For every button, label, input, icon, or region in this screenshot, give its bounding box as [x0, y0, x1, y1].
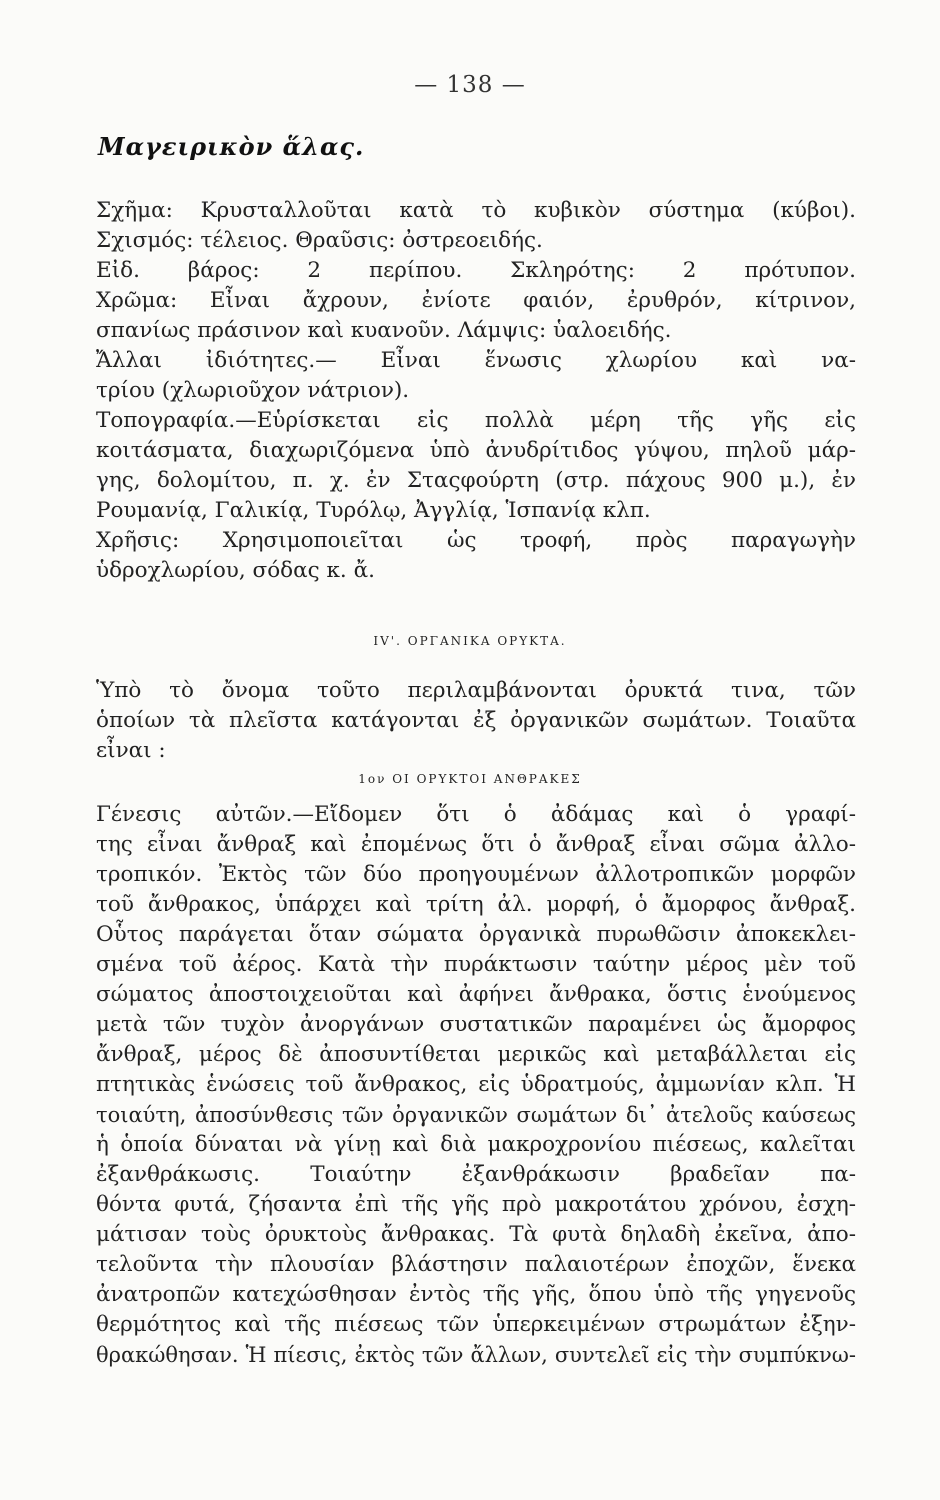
text-line: Γένεσις αὐτῶν.—Εἴδομεν ὅτι ὁ ἀδάμας καὶ ὁ γραφί-: [96, 802, 856, 827]
text-line: Εἰδ. βάρος: 2 περίπου. Σκληρότης: 2 πρότυπον.: [96, 258, 856, 283]
text-line: εἶναι :: [96, 738, 166, 763]
text-line: μάτισαν τοὺς ὀρυκτοὺς ἄνθρακας. Τὰ φυτὰ δηλαδὴ ἐκεῖνα, ἀπο-: [96, 1222, 856, 1247]
text-line: Χρῆσις: Χρησιμοποιεῖται ὡς τροφή, πρὸς παραγωγὴν: [96, 528, 856, 553]
text-line: τελοῦντα τὴν πλουσίαν βλάστησιν παλαιοτέρων ἐποχῶν, ἕνεκα: [96, 1252, 856, 1277]
text-line: μετὰ τῶν τυχὸν ἀνοργάνων συστατικῶν παραμένει ὡς ἄμορφος: [96, 1012, 856, 1037]
text-line: θόντα φυτά, ζήσαντα ἐπὶ τῆς γῆς πρὸ μακροτάτου χρόνου, ἐσχη-: [96, 1192, 856, 1217]
text-line: Χρῶμα: Εἶναι ἄχρουν, ἐνίοτε φαιόν, ἐρυθρόν, κίτρινον,: [96, 288, 856, 313]
text-line: Ἄλλαι ἰδιότητες.— Εἶναι ἕνωσις χλωρίου καὶ να-: [96, 348, 856, 373]
text-line: θρακώθησαν. Ἡ πίεσις, ἐκτὸς τῶν ἄλλων, συντελεῖ εἰς τὴν συμπύκνω-: [96, 1343, 856, 1367]
text-line: ὁποίων τὰ πλεῖστα κατάγονται ἐξ ὀργανικῶν σωμάτων. Τοιαῦτα: [96, 708, 856, 733]
text-line: ὑδροχλωρίου, σόδας κ. ἄ.: [96, 558, 375, 583]
page-number: — 138 —: [414, 72, 526, 98]
text-line: τροπικόν. Ἐκτὸς τῶν δύο προηγουμένων ἀλλοτροπικῶν μορφῶν: [96, 862, 856, 887]
text-line: σπανίως πράσινον καὶ κυανοῦν. Λάμψις: ὑαλοειδής.: [96, 318, 672, 343]
text-line: σμένα τοῦ ἀέρος. Κατὰ τὴν πυράκτωσιν ταύτην μέρος μὲν τοῦ: [96, 952, 856, 977]
text-line: Οὗτος παράγεται ὅταν σώματα ὀργανικὰ πυρωθῶσιν ἀποκεκλει-: [96, 922, 856, 947]
text-line: Τοπογραφία.—Εὑρίσκεται εἰς πολλὰ μέρη τῆς γῆς εἰς: [96, 408, 856, 433]
text-line: γης, δολομίτου, π. χ. ἐν Σταςφούρτη (στρ. πάχους 900 μ.), ἐν: [96, 468, 856, 493]
text-line: τοῦ ἄνθρακος, ὑπάρχει καὶ τρίτη ἀλ. μορφή, ὁ ἄμορφος ἄνθραξ.: [96, 892, 856, 917]
text-line: ἄνθραξ, μέρος δὲ ἀποσυντίθεται μερικῶς καὶ μεταβάλλεται εἰς: [96, 1042, 856, 1067]
text-line: τρίου (χλωριοῦχον νάτριον).: [96, 378, 410, 403]
section-title-organic-minerals: IV'. ΟΡΓΑΝΙΚΑ ΟΡΥΚΤΑ.: [373, 634, 567, 648]
text-line: Σχῆμα: Κρυσταλλοῦται κατὰ τὸ κυβικὸν σύστημα (κύβοι).: [96, 198, 856, 223]
text-line: ἡ ὁποία δύναται νὰ γίνῃ καὶ διὰ μακροχρονίου πιέσεως, καλεῖται: [96, 1132, 856, 1157]
text-line: Ρουμανίᾳ, Γαλικίᾳ, Τυρόλῳ, Ἀγγλίᾳ, Ἱσπανίᾳ κλπ.: [96, 498, 651, 523]
section-heading-salt: Μαγειρικὸν ἅλας.: [98, 132, 365, 161]
text-line: τοιαύτη, ἀποσύνθεσις τῶν ὀργανικῶν σωμάτων δι᾽ ἀτελοῦς καύσεως: [96, 1103, 856, 1127]
text-line: θερμότητος καὶ τῆς πιέσεως τῶν ὑπερκειμένων στρωμάτων ἐξην-: [96, 1312, 856, 1337]
text-line: ἀνατροπῶν κατεχώσθησαν ἐντὸς τῆς γῆς, ὅπου ὑπὸ τῆς γηγενοῦς: [96, 1282, 856, 1307]
text-line: Σχισμός: τέλειος. Θραῦσις: ὀστρεοειδής.: [96, 228, 543, 253]
subsection-title-coals: 1ον ΟΙ ΟΡΥΚΤΟΙ ΑΝΘΡΑΚΕΣ: [358, 772, 582, 786]
text-line: Ὑπὸ τὸ ὄνομα τοῦτο περιλαμβάνονται ὀρυκτά τινα, τῶν: [96, 678, 856, 703]
text-line: σώματος ἀποστοιχειοῦται καὶ ἀφήνει ἄνθρακα, ὅστις ἑνούμενος: [96, 982, 856, 1007]
text-line: ἐξανθράκωσις. Τοιαύτην ἐξανθράκωσιν βραδεῖαν πα-: [96, 1162, 856, 1187]
text-line: κοιτάσματα, διαχωριζόμενα ὑπὸ ἀνυδρίτιδος γύψου, πηλοῦ μάρ-: [96, 438, 856, 463]
text-line: πτητικὰς ἑνώσεις τοῦ ἄνθρακος, εἰς ὑδρατμούς, ἀμμωνίαν κλπ. Ἡ: [96, 1072, 856, 1097]
text-line: της εἶναι ἄνθραξ καὶ ἐπομένως ὅτι ὁ ἄνθραξ εἶναι σῶμα ἀλλο-: [96, 832, 856, 857]
